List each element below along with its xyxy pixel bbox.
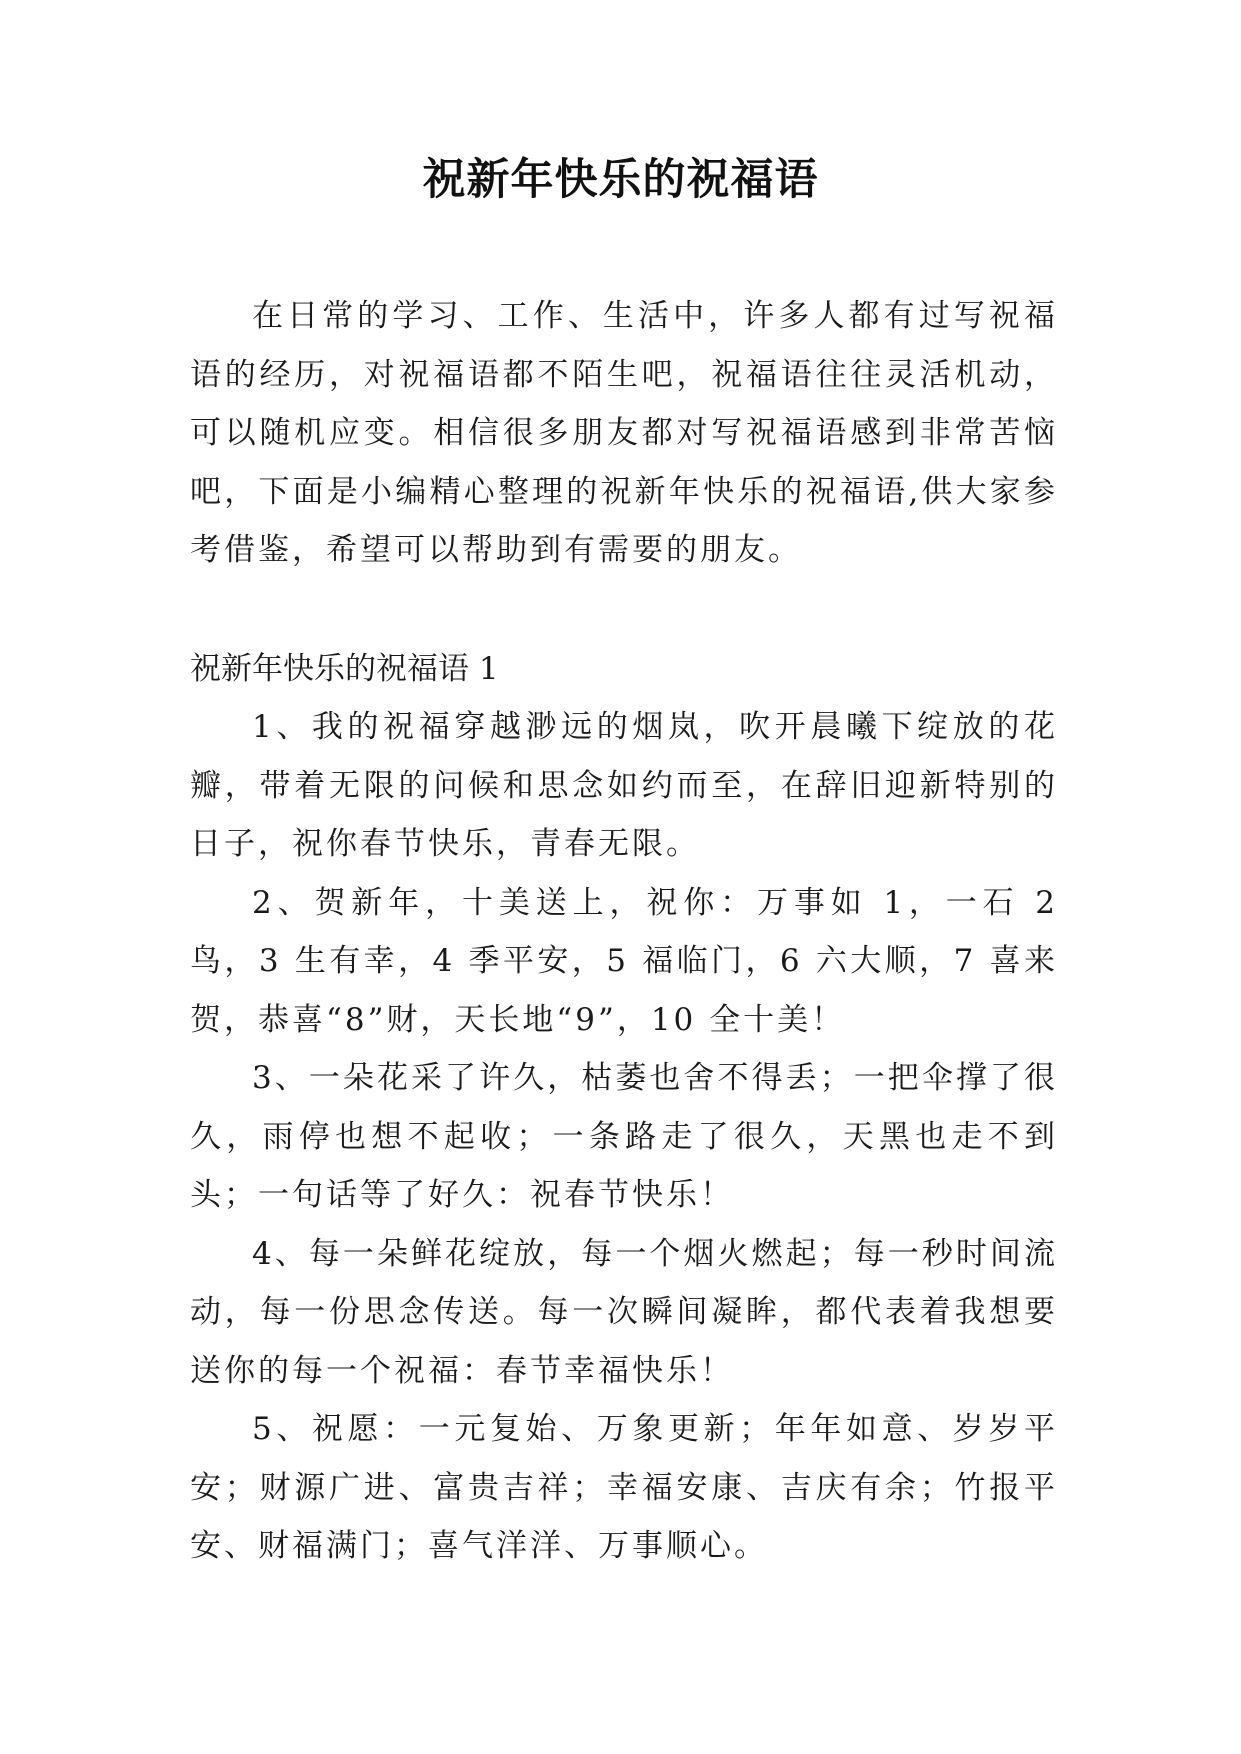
blessing-item-1: 1、我的祝福穿越渺远的烟岚，吹开晨曦下绽放的花瓣，带着无限的问候和思念如约而至，在辞旧迎新特别的日子，祝你春节快乐，青春无限。 [190, 709, 1058, 862]
intro-paragraph: 在日常的学习、工作、生活中，许多人都有过写祝福语的经历，对祝福语都不陌生吧，祝福语往往灵活机动，可以随机应变。相信很多朋友都对写祝福语感到非常苦恼吧，下面是小编精心整理的祝新年快乐的祝福语,供大家参考借鉴，希望可以帮助到有需要的朋友。 [190, 298, 1058, 568]
section-heading: 祝新年快乐的祝福语 1 [190, 650, 499, 687]
blessing-item-5: 5、祝愿：一元复始、万象更新；年年如意、岁岁平安；财源广进、富贵吉祥；幸福安康、吉庆有余；竹报平安、财福满门；喜气洋洋、万事顺心。 [190, 1411, 1058, 1564]
blessing-item-4: 4、每一朵鲜花绽放，每一个烟火燃起；每一秒时间流动，每一份思念传送。每一次瞬间凝眸，都代表着我想要送你的每一个祝福：春节幸福快乐！ [190, 1235, 1058, 1389]
blessing-item-2: 2、贺新年，十美送上，祝你：万事如 1，一石 2 鸟，3 生有幸，4 季平安，5 福临门，6 六大顺，7 喜来贺，恭喜“8”财，天长地“9”，10 全十美！ [190, 884, 1058, 1038]
document-title: 祝新年快乐的祝福语 [422, 155, 819, 205]
document-body [190, 287, 1058, 1576]
blessing-item-3: 3、一朵花采了许久，枯萎也舍不得丢；一把伞撑了很久，雨停也想不起收；一条路走了很久，天黑也走不到头；一句话等了好久：祝春节快乐！ [190, 1060, 1058, 1213]
